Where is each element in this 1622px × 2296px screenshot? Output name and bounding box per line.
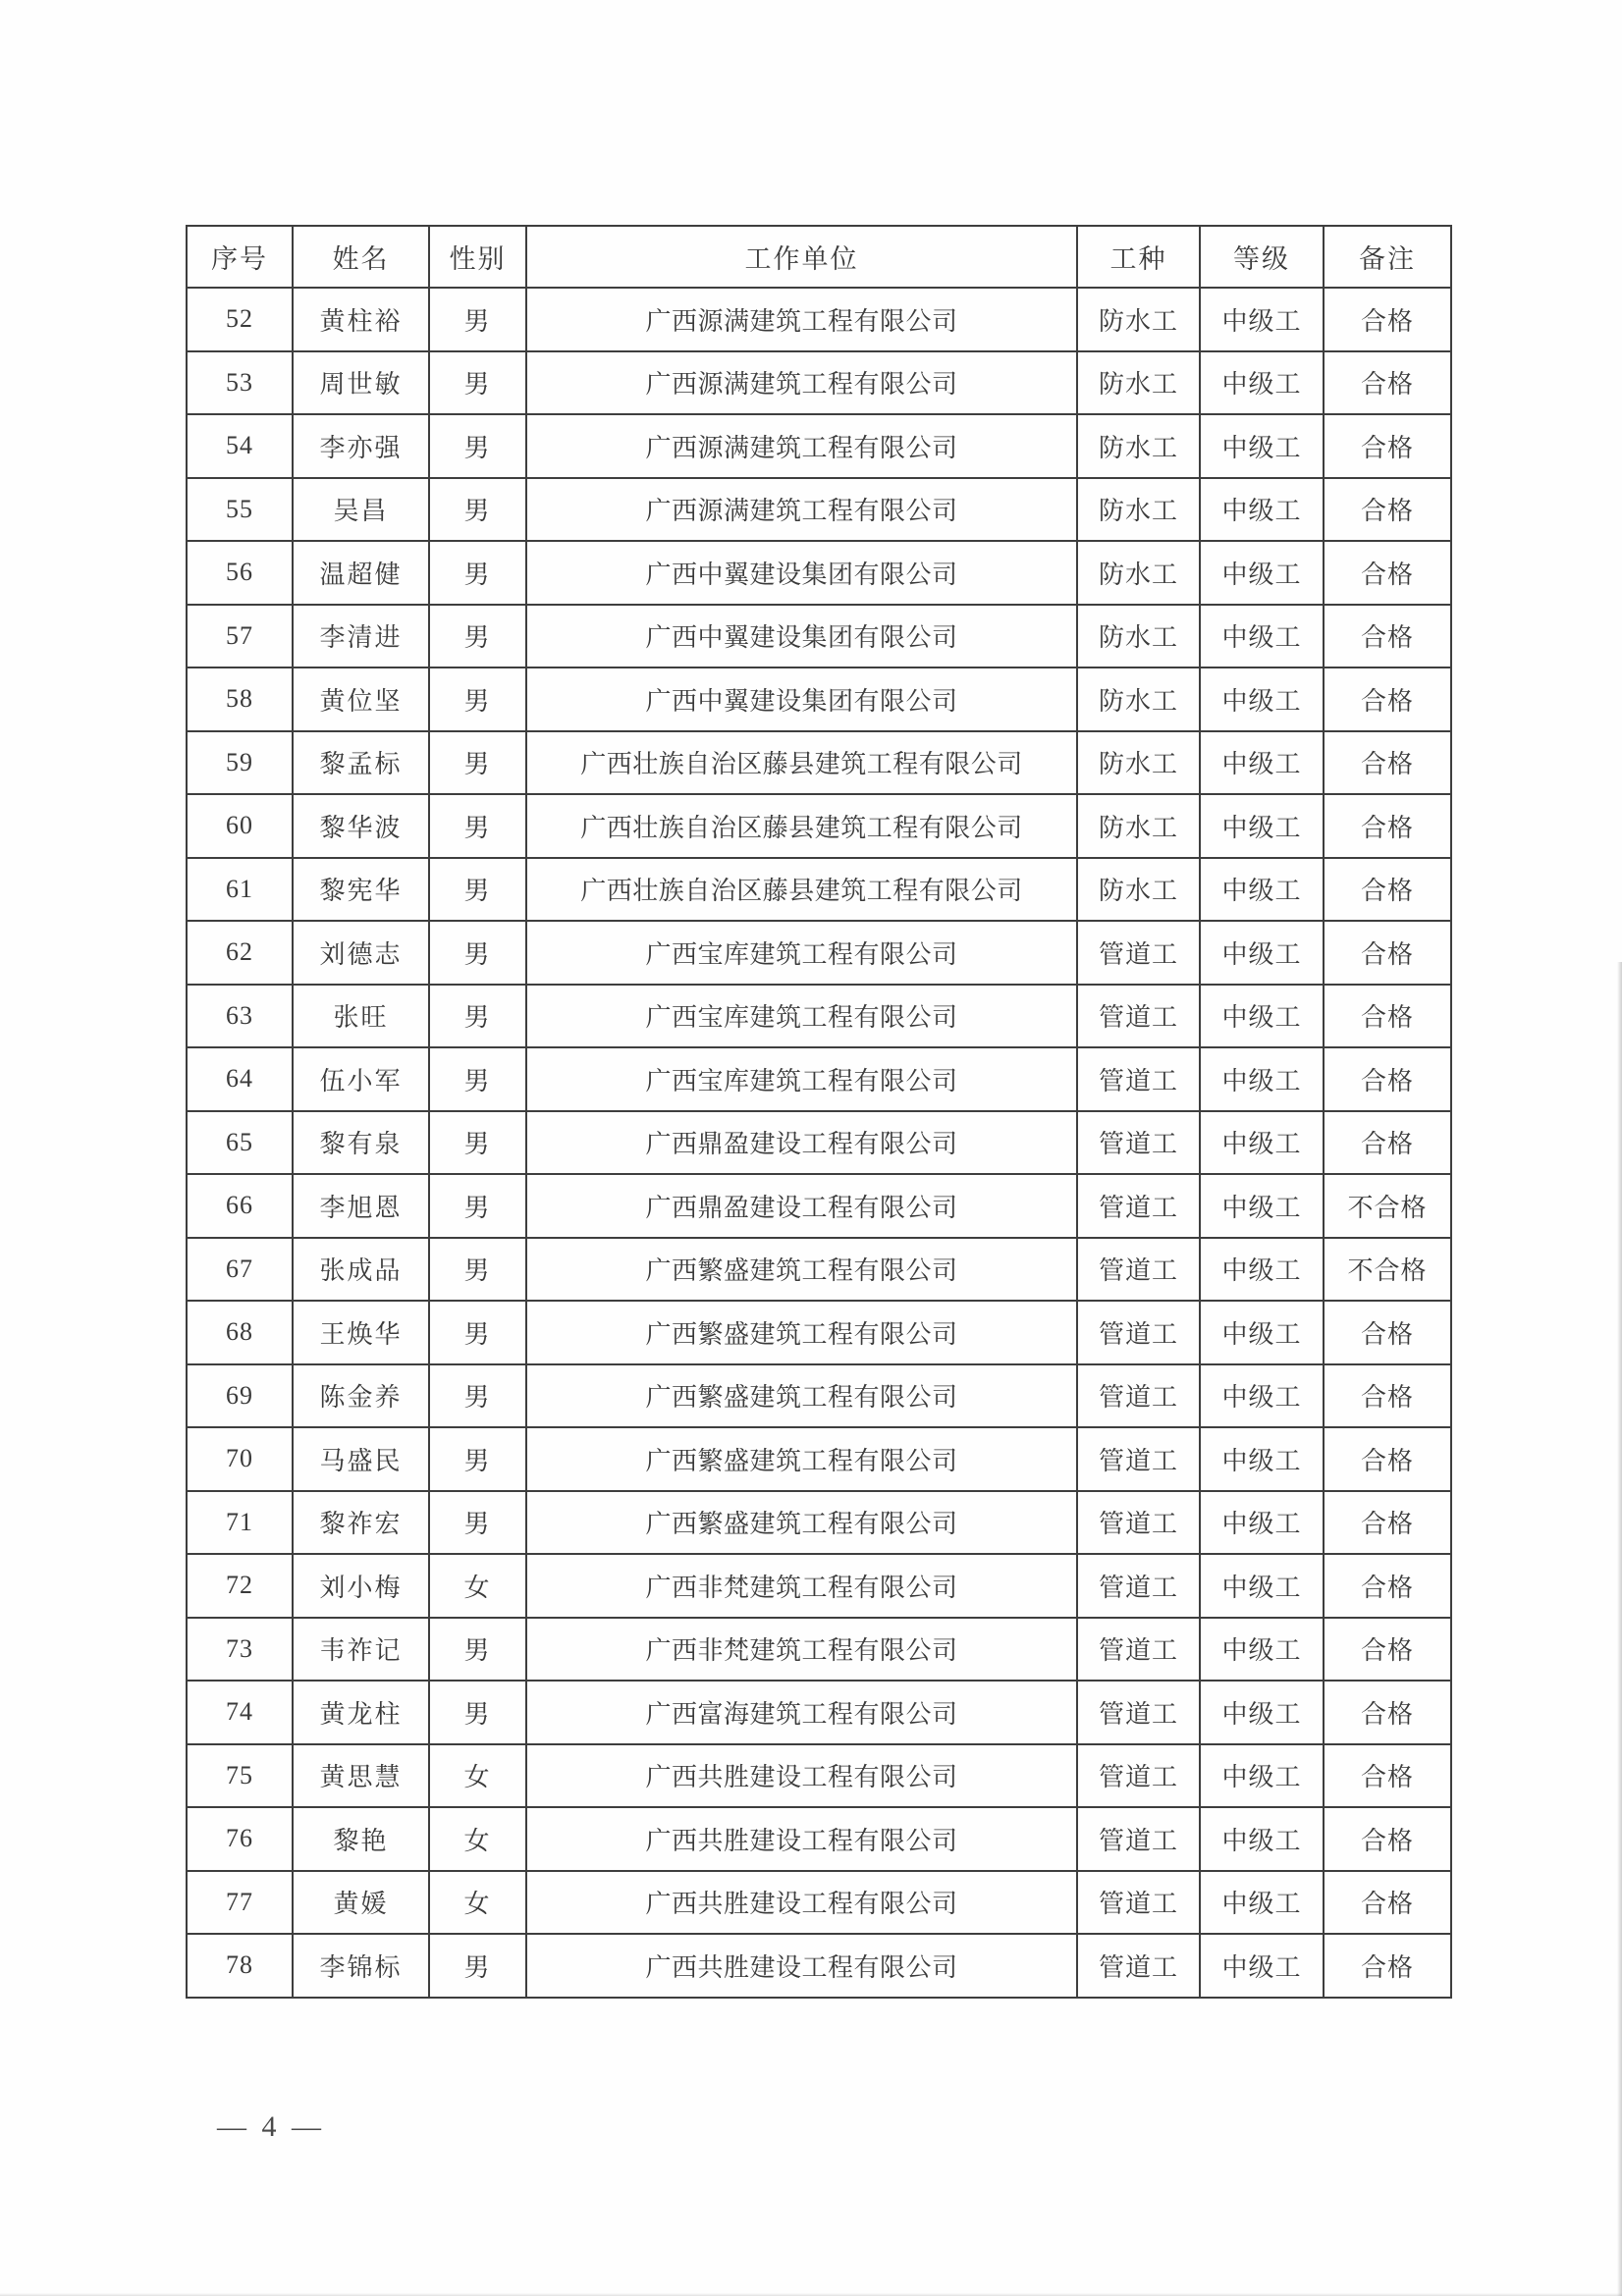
cell-index: 60: [187, 794, 293, 858]
cell-grade: 中级工: [1200, 541, 1324, 605]
table-row: [187, 1047, 1451, 1111]
cell-name: 黎有泉: [293, 1111, 429, 1175]
cell-grade: 中级工: [1200, 1554, 1324, 1618]
table-row: [187, 1681, 1451, 1744]
cell-name: 刘德志: [293, 921, 429, 985]
cell-grade: 中级工: [1200, 667, 1324, 731]
cell-trade: 防水工: [1077, 605, 1200, 668]
table-row: [187, 1807, 1451, 1871]
cell-gender: 男: [429, 351, 526, 415]
cell-name: 黎孟标: [293, 731, 429, 795]
cell-company: 广西源满建筑工程有限公司: [526, 288, 1077, 351]
cell-grade: 中级工: [1200, 1174, 1324, 1238]
cell-company: 广西共胜建设工程有限公司: [526, 1807, 1077, 1871]
cell-remark: 合格: [1324, 1554, 1451, 1618]
table-row: [187, 288, 1451, 351]
cell-gender: 男: [429, 1174, 526, 1238]
cell-grade: 中级工: [1200, 985, 1324, 1048]
cell-gender: 男: [429, 858, 526, 922]
cell-gender: 男: [429, 1047, 526, 1111]
cell-gender: 男: [429, 541, 526, 605]
cell-index: 71: [187, 1491, 293, 1555]
cell-index: 58: [187, 667, 293, 731]
cell-remark: 合格: [1324, 858, 1451, 922]
cell-trade: 防水工: [1077, 667, 1200, 731]
cell-remark: 合格: [1324, 351, 1451, 415]
cell-remark: 合格: [1324, 541, 1451, 605]
certification-roster-table: [186, 225, 1452, 1999]
cell-company: 广西壮族自治区藤县建筑工程有限公司: [526, 731, 1077, 795]
cell-name: 王焕华: [293, 1301, 429, 1364]
cell-grade: 中级工: [1200, 1364, 1324, 1428]
table-row: [187, 1554, 1451, 1618]
scan-artifact-right-edge: [1617, 962, 1622, 2296]
cell-company: 广西共胜建设工程有限公司: [526, 1871, 1077, 1935]
cell-index: 55: [187, 478, 293, 542]
cell-grade: 中级工: [1200, 288, 1324, 351]
cell-grade: 中级工: [1200, 1301, 1324, 1364]
table-row: [187, 794, 1451, 858]
cell-remark: 不合格: [1324, 1238, 1451, 1302]
cell-index: 67: [187, 1238, 293, 1302]
column-header-name: 姓名: [293, 226, 429, 288]
table-row: [187, 1618, 1451, 1682]
cell-name: 李亦强: [293, 414, 429, 478]
cell-gender: 男: [429, 478, 526, 542]
table-row: [187, 1238, 1451, 1302]
table-row: [187, 1491, 1451, 1555]
cell-remark: 合格: [1324, 667, 1451, 731]
cell-remark: 合格: [1324, 478, 1451, 542]
cell-remark: 合格: [1324, 921, 1451, 985]
cell-index: 69: [187, 1364, 293, 1428]
cell-trade: 管道工: [1077, 1238, 1200, 1302]
cell-index: 61: [187, 858, 293, 922]
cell-trade: 防水工: [1077, 858, 1200, 922]
cell-index: 74: [187, 1681, 293, 1744]
table-body: [187, 288, 1451, 1998]
cell-company: 广西源满建筑工程有限公司: [526, 414, 1077, 478]
cell-remark: 合格: [1324, 414, 1451, 478]
cell-trade: 管道工: [1077, 1934, 1200, 1998]
cell-trade: 管道工: [1077, 1301, 1200, 1364]
cell-company: 广西壮族自治区藤县建筑工程有限公司: [526, 794, 1077, 858]
cell-index: 66: [187, 1174, 293, 1238]
cell-trade: 管道工: [1077, 1364, 1200, 1428]
cell-gender: 女: [429, 1871, 526, 1935]
cell-remark: 合格: [1324, 1871, 1451, 1935]
cell-remark: 合格: [1324, 1047, 1451, 1111]
cell-name: 马盛民: [293, 1427, 429, 1491]
cell-gender: 男: [429, 1364, 526, 1428]
cell-trade: 管道工: [1077, 1174, 1200, 1238]
cell-company: 广西源满建筑工程有限公司: [526, 478, 1077, 542]
cell-name: 吴昌: [293, 478, 429, 542]
table-row: [187, 541, 1451, 605]
cell-index: 72: [187, 1554, 293, 1618]
cell-trade: 管道工: [1077, 1744, 1200, 1808]
cell-remark: 合格: [1324, 605, 1451, 668]
cell-index: 62: [187, 921, 293, 985]
cell-trade: 管道工: [1077, 1554, 1200, 1618]
table-row: [187, 921, 1451, 985]
table-row: [187, 858, 1451, 922]
cell-remark: 合格: [1324, 1807, 1451, 1871]
cell-trade: 管道工: [1077, 921, 1200, 985]
cell-remark: 合格: [1324, 1744, 1451, 1808]
cell-index: 59: [187, 731, 293, 795]
cell-name: 温超健: [293, 541, 429, 605]
cell-grade: 中级工: [1200, 351, 1324, 415]
table-row: [187, 1427, 1451, 1491]
cell-gender: 男: [429, 1681, 526, 1744]
cell-company: 广西非梵建筑工程有限公司: [526, 1554, 1077, 1618]
cell-index: 75: [187, 1744, 293, 1808]
cell-grade: 中级工: [1200, 1871, 1324, 1935]
cell-name: 黄媛: [293, 1871, 429, 1935]
cell-name: 张成品: [293, 1238, 429, 1302]
page-number: — 4 —: [217, 2110, 325, 2143]
cell-index: 78: [187, 1934, 293, 1998]
cell-gender: 男: [429, 985, 526, 1048]
cell-trade: 管道工: [1077, 985, 1200, 1048]
cell-company: 广西宝库建筑工程有限公司: [526, 1047, 1077, 1111]
cell-name: 黎祚宏: [293, 1491, 429, 1555]
cell-grade: 中级工: [1200, 921, 1324, 985]
cell-name: 伍小军: [293, 1047, 429, 1111]
cell-company: 广西繁盛建筑工程有限公司: [526, 1364, 1077, 1428]
cell-name: 韦祚记: [293, 1618, 429, 1682]
table-row: [187, 1111, 1451, 1175]
cell-name: 李锦标: [293, 1934, 429, 1998]
cell-name: 黎艳: [293, 1807, 429, 1871]
cell-trade: 防水工: [1077, 541, 1200, 605]
cell-company: 广西共胜建设工程有限公司: [526, 1934, 1077, 1998]
cell-name: 黄柱裕: [293, 288, 429, 351]
cell-name: 张旺: [293, 985, 429, 1048]
cell-grade: 中级工: [1200, 1491, 1324, 1555]
table-row: [187, 1174, 1451, 1238]
cell-trade: 管道工: [1077, 1491, 1200, 1555]
cell-name: 刘小梅: [293, 1554, 429, 1618]
cell-trade: 管道工: [1077, 1618, 1200, 1682]
cell-remark: 合格: [1324, 731, 1451, 795]
column-header-index: 序号: [187, 226, 293, 288]
cell-company: 广西富海建筑工程有限公司: [526, 1681, 1077, 1744]
cell-grade: 中级工: [1200, 1681, 1324, 1744]
cell-name: 周世敏: [293, 351, 429, 415]
table-row: [187, 351, 1451, 415]
cell-index: 63: [187, 985, 293, 1048]
cell-remark: 合格: [1324, 1934, 1451, 1998]
cell-company: 广西鼎盈建设工程有限公司: [526, 1174, 1077, 1238]
cell-company: 广西壮族自治区藤县建筑工程有限公司: [526, 858, 1077, 922]
cell-company: 广西共胜建设工程有限公司: [526, 1744, 1077, 1808]
table-row: [187, 731, 1451, 795]
cell-company: 广西鼎盈建设工程有限公司: [526, 1111, 1077, 1175]
cell-index: 76: [187, 1807, 293, 1871]
cell-grade: 中级工: [1200, 1934, 1324, 1998]
cell-name: 李清进: [293, 605, 429, 668]
cell-gender: 男: [429, 794, 526, 858]
cell-grade: 中级工: [1200, 1744, 1324, 1808]
cell-remark: 合格: [1324, 288, 1451, 351]
cell-index: 68: [187, 1301, 293, 1364]
cell-gender: 男: [429, 921, 526, 985]
column-header-gender: 性别: [429, 226, 526, 288]
column-header-remark: 备注: [1324, 226, 1451, 288]
cell-company: 广西繁盛建筑工程有限公司: [526, 1301, 1077, 1364]
cell-grade: 中级工: [1200, 1807, 1324, 1871]
cell-trade: 管道工: [1077, 1427, 1200, 1491]
cell-gender: 女: [429, 1744, 526, 1808]
cell-trade: 管道工: [1077, 1047, 1200, 1111]
cell-grade: 中级工: [1200, 414, 1324, 478]
cell-gender: 女: [429, 1554, 526, 1618]
cell-grade: 中级工: [1200, 1427, 1324, 1491]
cell-index: 52: [187, 288, 293, 351]
cell-remark: 合格: [1324, 1681, 1451, 1744]
cell-grade: 中级工: [1200, 605, 1324, 668]
cell-index: 64: [187, 1047, 293, 1111]
cell-grade: 中级工: [1200, 478, 1324, 542]
cell-remark: 合格: [1324, 1364, 1451, 1428]
cell-remark: 合格: [1324, 794, 1451, 858]
cell-grade: 中级工: [1200, 794, 1324, 858]
cell-name: 黄位坚: [293, 667, 429, 731]
cell-gender: 男: [429, 1618, 526, 1682]
table-row: [187, 1871, 1451, 1935]
cell-trade: 防水工: [1077, 288, 1200, 351]
table-row: [187, 1934, 1451, 1998]
cell-index: 70: [187, 1427, 293, 1491]
cell-grade: 中级工: [1200, 1618, 1324, 1682]
cell-remark: 不合格: [1324, 1174, 1451, 1238]
cell-company: 广西繁盛建筑工程有限公司: [526, 1238, 1077, 1302]
cell-grade: 中级工: [1200, 1238, 1324, 1302]
cell-index: 73: [187, 1618, 293, 1682]
cell-trade: 防水工: [1077, 731, 1200, 795]
cell-company: 广西宝库建筑工程有限公司: [526, 985, 1077, 1048]
cell-gender: 男: [429, 731, 526, 795]
cell-index: 53: [187, 351, 293, 415]
table-row: [187, 414, 1451, 478]
cell-name: 黄龙柱: [293, 1681, 429, 1744]
table-row: [187, 478, 1451, 542]
cell-name: 黎华波: [293, 794, 429, 858]
cell-company: 广西中翼建设集团有限公司: [526, 667, 1077, 731]
cell-index: 54: [187, 414, 293, 478]
cell-gender: 男: [429, 605, 526, 668]
cell-grade: 中级工: [1200, 731, 1324, 795]
column-header-trade: 工种: [1077, 226, 1200, 288]
cell-name: 李旭恩: [293, 1174, 429, 1238]
cell-grade: 中级工: [1200, 1047, 1324, 1111]
cell-gender: 男: [429, 1934, 526, 1998]
cell-gender: 男: [429, 414, 526, 478]
cell-gender: 男: [429, 1111, 526, 1175]
cell-company: 广西繁盛建筑工程有限公司: [526, 1491, 1077, 1555]
cell-gender: 男: [429, 1301, 526, 1364]
cell-trade: 管道工: [1077, 1111, 1200, 1175]
header-row: [187, 226, 1451, 288]
table-row: [187, 985, 1451, 1048]
cell-name: 黎宪华: [293, 858, 429, 922]
cell-index: 56: [187, 541, 293, 605]
table-row: [187, 1744, 1451, 1808]
cell-gender: 男: [429, 1238, 526, 1302]
cell-trade: 防水工: [1077, 414, 1200, 478]
cell-index: 57: [187, 605, 293, 668]
cell-index: 65: [187, 1111, 293, 1175]
cell-company: 广西中翼建设集团有限公司: [526, 605, 1077, 668]
cell-gender: 男: [429, 667, 526, 731]
cell-company: 广西繁盛建筑工程有限公司: [526, 1427, 1077, 1491]
cell-remark: 合格: [1324, 1491, 1451, 1555]
cell-remark: 合格: [1324, 1301, 1451, 1364]
cell-remark: 合格: [1324, 1618, 1451, 1682]
cell-gender: 女: [429, 1807, 526, 1871]
cell-trade: 防水工: [1077, 794, 1200, 858]
cell-remark: 合格: [1324, 1111, 1451, 1175]
cell-name: 黄思慧: [293, 1744, 429, 1808]
cell-company: 广西中翼建设集团有限公司: [526, 541, 1077, 605]
cell-index: 77: [187, 1871, 293, 1935]
cell-trade: 管道工: [1077, 1681, 1200, 1744]
column-header-grade: 等级: [1200, 226, 1324, 288]
table-row: [187, 1301, 1451, 1364]
cell-trade: 防水工: [1077, 351, 1200, 415]
table-row: [187, 667, 1451, 731]
cell-grade: 中级工: [1200, 858, 1324, 922]
cell-grade: 中级工: [1200, 1111, 1324, 1175]
cell-trade: 管道工: [1077, 1807, 1200, 1871]
cell-trade: 防水工: [1077, 478, 1200, 542]
cell-gender: 男: [429, 288, 526, 351]
cell-company: 广西源满建筑工程有限公司: [526, 351, 1077, 415]
column-header-company: 工作单位: [526, 226, 1077, 288]
cell-gender: 男: [429, 1427, 526, 1491]
cell-remark: 合格: [1324, 985, 1451, 1048]
cell-trade: 管道工: [1077, 1871, 1200, 1935]
cell-remark: 合格: [1324, 1427, 1451, 1491]
table-row: [187, 1364, 1451, 1428]
table-row: [187, 605, 1451, 668]
cell-name: 陈金养: [293, 1364, 429, 1428]
cell-company: 广西宝库建筑工程有限公司: [526, 921, 1077, 985]
cell-gender: 男: [429, 1491, 526, 1555]
cell-company: 广西非梵建筑工程有限公司: [526, 1618, 1077, 1682]
